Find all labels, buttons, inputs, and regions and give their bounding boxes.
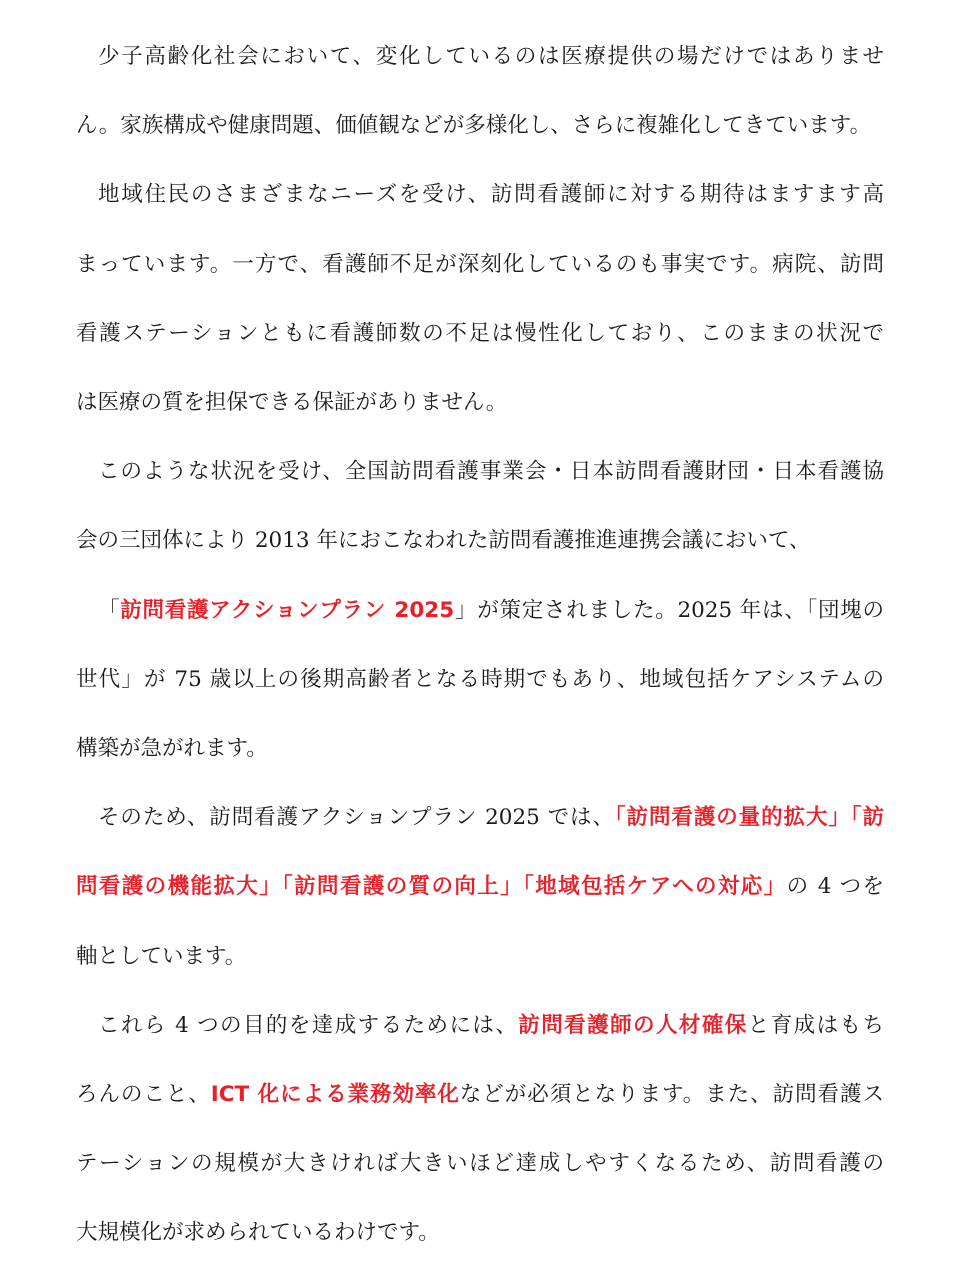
body-text: まっています。一方で、看護師不足が深刻化しているのも事実です。病院、訪問 [76,251,884,277]
body-text: 少子高齢化社会において、変化しているのは医療提供の場だけではありませ [98,44,884,69]
body-text: と育成はもち [747,1012,884,1038]
text-line [76,591,884,631]
body-text: 会の三団体により 2013 年におこなわれた訪問看護推進連携会議において、 [76,528,811,554]
text-line [76,660,884,700]
text-line [76,729,884,769]
text-line [76,245,884,285]
body-text: の 4 つを [786,874,884,900]
body-text: は医療の質を担保できる保証がありません。 [76,390,508,415]
text-line [76,937,884,977]
text-line [76,37,884,77]
text-line [76,1075,884,1115]
highlighted-text: 問看護の機能拡大」「訪問看護の質の向上」「地域包括ケアへの対応」 [76,874,787,900]
body-text: 構築が急がれます。 [76,736,268,761]
text-line [76,175,884,215]
body-text: 地域住民のさまざまなニーズを受け、訪問看護師に対する期待はますます高 [98,182,884,208]
highlighted-text: ICT 化による業務効率化 [210,1082,460,1107]
text-line [76,1006,884,1046]
text-line [76,314,884,354]
body-text: などが必須となります。また、訪問看護ス [459,1082,884,1107]
body-text: そのため、訪問看護アクションプラン 2025 では、 [98,805,615,831]
body-text: このような状況を受け、全国訪問看護事業会・日本訪問看護財団・日本看護協 [98,459,884,485]
body-text: 大規模化が求められているわけです。 [76,1220,440,1246]
body-text: 」が策定されました。2025 年は、「団塊の [454,597,884,623]
text-line [76,383,884,423]
highlighted-text: 「訪問看護の量的拡大」「訪 [614,805,884,831]
body-text: 看護ステーションともに看護師数の不足は慢性化しており、このままの状況で [76,320,884,346]
body-text: 軸としています。 [76,943,247,969]
text-line [76,1213,884,1253]
body-text: 世代」が 75 歳以上の後期高齢者となる時期でもあり、地域包括ケアシステムの [76,666,884,692]
text-line [76,452,884,492]
text-line [76,798,884,838]
body-text: これら 4 つの目的を達成するためには、 [98,1012,519,1038]
highlighted-text: 訪問看護師の人材確保 [518,1012,748,1038]
body-text: ん。家族構成や健康問題、価値観などが多様化し、さらに複雑化してきています。 [76,113,872,139]
body-text: テーションの規模が大きければ大きいほど達成しやすくなるため、訪問看護の [76,1151,884,1177]
text-line [76,521,884,561]
text-line [76,1144,884,1184]
text-line [76,106,884,146]
text-line [76,867,884,907]
body-text: ろんのこと、 [76,1082,211,1107]
highlighted-text: 訪問看護アクションプラン 2025 [120,597,455,623]
body-text: 「 [98,597,121,623]
